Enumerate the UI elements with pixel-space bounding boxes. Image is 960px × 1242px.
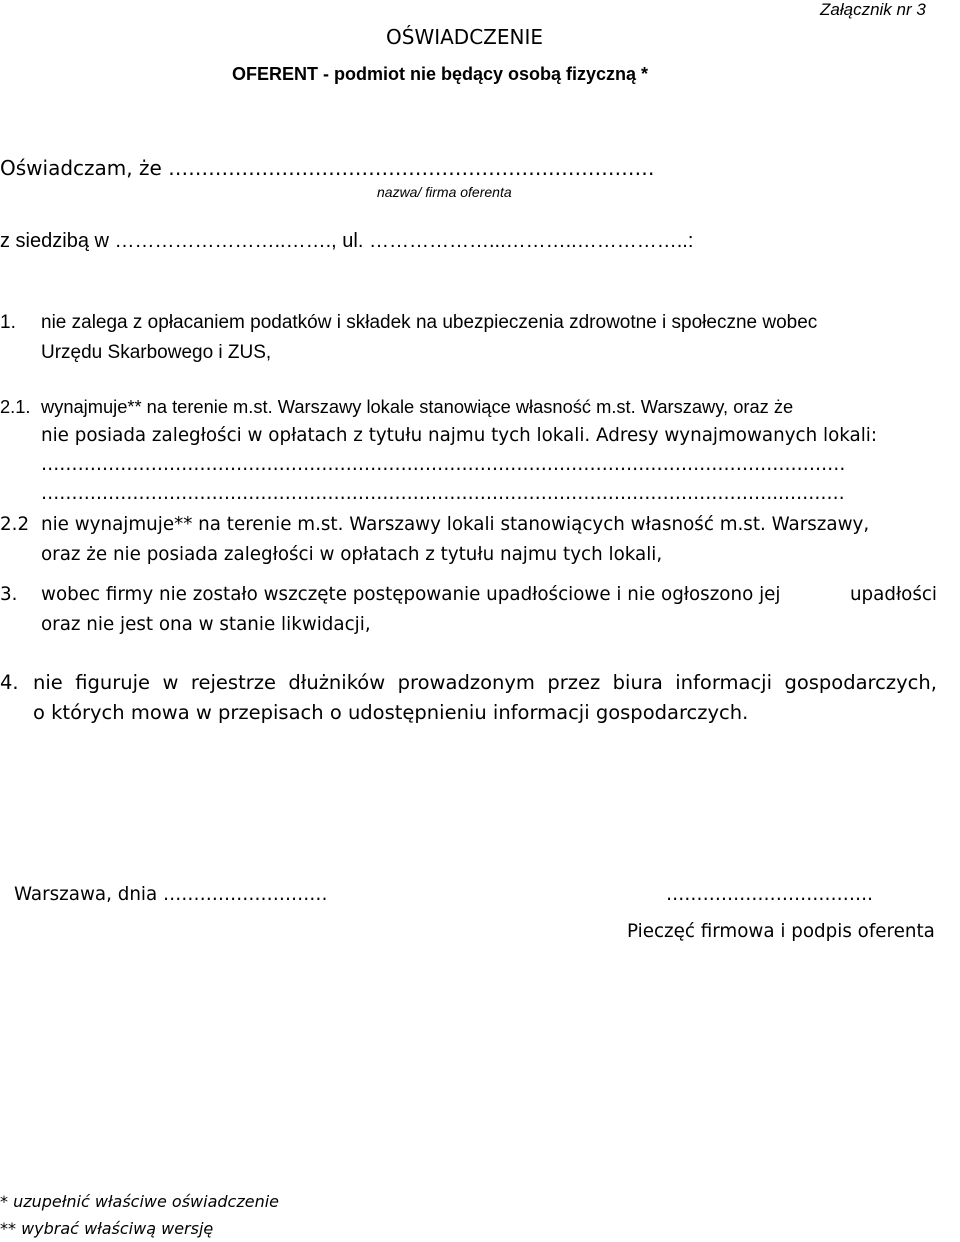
item-1-line-1: nie zalega z opłacaniem podatków i składek na ubezpieczenia zdrowotne i społeczne wobec	[41, 312, 818, 333]
item-1-number: 1.	[0, 312, 16, 333]
item-2-2-line-2: oraz że nie posiada zaległości w opłatach z tytułu najmu tych lokali,	[41, 544, 663, 565]
item-1-line-2: Urzędu Skarbowego i ZUS,	[41, 342, 272, 363]
item-4-word: figuruje	[75, 671, 151, 694]
item-4-word: nie	[33, 671, 63, 694]
item-2-1-line-2: nie posiada zaległości w opłatach z tytułu najmu tych lokali. Adresy wynajmowanych lokali:	[41, 425, 878, 446]
declaration-line: Oświadczam, że ………………………………………………….……………	[0, 156, 655, 180]
item-2-1-address-line-2: …………………………………………………………………………………………………………..……….	[41, 483, 845, 504]
item-2-1-address-line-1: ……………………………………………………………………………………………………………………	[41, 454, 846, 475]
item-3-line-1-end: upadłości	[849, 584, 937, 605]
signature-dots: …………………………….	[666, 884, 873, 905]
item-2-2-line-1: nie wynajmuje** na terenie m.st. Warszawy lokali stanowiących własność m.st. Warszawy,	[41, 514, 870, 535]
item-2-1-number: 2.1.	[0, 396, 31, 417]
item-4-word: biura	[612, 671, 663, 694]
item-4-word: prowadzonym	[397, 671, 535, 694]
item-4-word: rejestrze	[190, 671, 276, 694]
item-3-number: 3.	[0, 584, 18, 605]
name-caption: nazwa/ firma oferenta	[377, 184, 512, 200]
item-4-line-2: o których mowa w przepisach o udostępnieniu informacji gospodarczych.	[33, 701, 749, 724]
place-date-field: Warszawa, dnia ………………………	[14, 884, 328, 905]
signature-label: Pieczęć firmowa i podpis oferenta	[627, 921, 935, 942]
item-4-word: w	[162, 671, 179, 694]
item-4-word: dłużników	[288, 671, 386, 694]
item-3-line-1	[41, 584, 937, 614]
item-4-word: informacji	[675, 671, 772, 694]
item-4-line-1	[33, 671, 937, 701]
item-4-word: gospodarczych,	[784, 671, 937, 694]
item-4-word: przez	[547, 671, 601, 694]
document-subtitle: OFERENT - podmiot nie będący osobą fizyczną *	[232, 64, 649, 84]
annex-label: Załącznik nr 3	[820, 0, 926, 19]
footnote-1: * uzupełnić właściwe oświadczenie	[0, 1192, 279, 1211]
item-4-number: 4.	[0, 671, 19, 694]
footnote-2: ** wybrać właściwą wersję	[0, 1219, 214, 1238]
item-2-2-number: 2.2	[0, 514, 30, 535]
document-title: OŚWIADCZENIE	[386, 25, 543, 49]
seat-line: z siedzibą w ……………………..……., ul. ………………...………..……………..:	[0, 230, 694, 252]
item-2-1-line-1: wynajmuje** na terenie m.st. Warszawy lokale stanowiące własność m.st. Warszawy, oraz że	[41, 396, 794, 417]
item-3-line-2: oraz nie jest ona w stanie likwidacji,	[41, 614, 371, 635]
item-3-line-1-main: wobec firmy nie zostało wszczęte postępowanie upadłościowe i nie ogłoszono jej	[41, 584, 781, 605]
